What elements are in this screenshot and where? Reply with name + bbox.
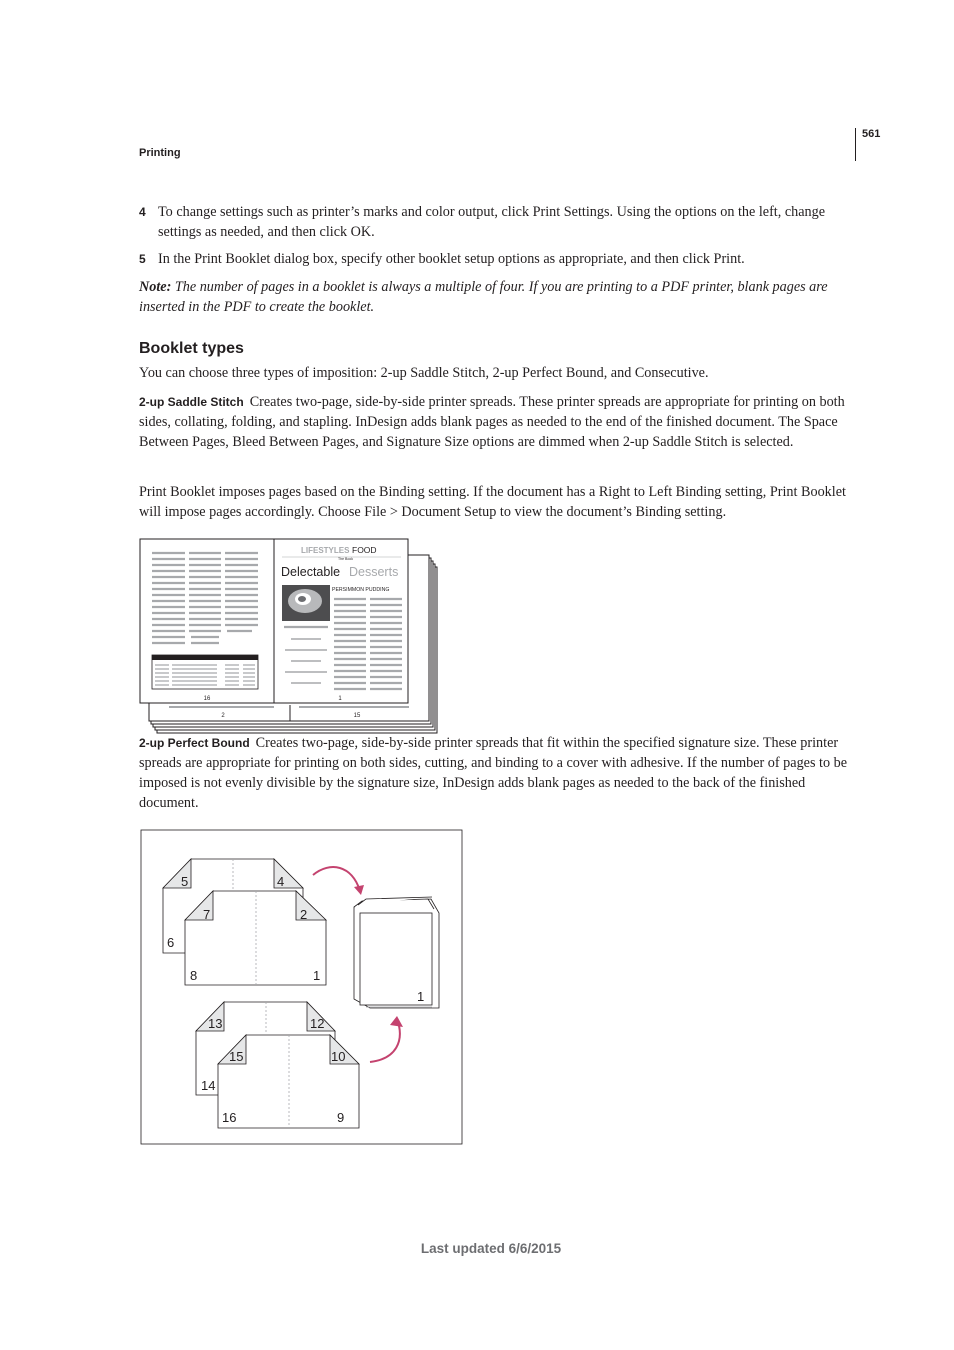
step-text: To change settings such as printer’s marks and color output, click Print Settings. Using the options on the left, change settings as needed, and then click OK.	[158, 204, 826, 240]
term-perfect-bound: 2-up Perfect Bound	[139, 736, 250, 750]
term-saddle-stitch: 2-up Saddle Stitch	[139, 395, 244, 409]
step-5	[139, 249, 854, 269]
book-page-number: 1	[417, 989, 425, 1004]
footer-last-updated: Last updated 6/6/2015	[420, 1241, 562, 1256]
section-heading: Booklet types	[139, 340, 244, 357]
masthead-sub: The Book	[338, 557, 353, 561]
sig2-bottom-right: 9	[337, 1110, 345, 1125]
sig2-top-left: 13	[208, 1016, 223, 1031]
sig2-top-right: 12	[310, 1016, 325, 1031]
sig1-mid-left: 7	[203, 907, 211, 922]
saddle-stitch-text: Creates two-page, side-by-side printer spreads. These printer spreads are appropriate for printing on both sides, collating, folding, and stapling. InDesign adds blank pages as needed to the end of the finished document. The Space Between Pages, Bleed Between Pages, and Signature Size options are dimmed when 2-up Saddle Stitch is selected.	[139, 394, 845, 450]
back-page-left-number: 2	[221, 713, 225, 719]
intro-paragraph: You can choose three types of imposition: 2-up Saddle Stitch, 2-up Perfect Bound, and Consecutive.	[139, 365, 709, 381]
sig2-bottom-left: 16	[222, 1110, 237, 1125]
page-number: 561	[862, 128, 881, 140]
binding-paragraph: Print Booklet imposes pages based on the Binding setting. If the document has a Right to Left Binding setting, Print Booklet will impose pages accordingly. Choose File > Document Setup to view the document’s Binding setting.	[139, 484, 846, 520]
step-number: 5	[139, 252, 146, 266]
step-number: 4	[139, 205, 146, 219]
masthead-lifestyles: LIFESTYLES	[301, 546, 350, 555]
sig2-side: 14	[201, 1078, 216, 1093]
perfect-bound-paragraph	[139, 733, 853, 813]
right-page-number: 1	[338, 696, 342, 702]
spread-title-b: Desserts	[349, 565, 399, 579]
spread-subhead: PERSIMMON PUDDING	[332, 587, 390, 593]
step-4	[139, 202, 854, 242]
masthead-food: FOOD	[352, 545, 377, 555]
left-page-number: 16	[203, 696, 211, 702]
back-page-right-number: 15	[353, 713, 361, 719]
sig2-mid-left: 15	[229, 1049, 244, 1064]
spread-title-a: Delectable	[281, 565, 341, 579]
saddle-stitch-paragraph	[139, 392, 853, 452]
sig1-top-right: 4	[277, 874, 285, 889]
saddle-stitch-illustration	[139, 537, 441, 735]
sig1-bottom-left: 8	[190, 968, 198, 983]
step-text: In the Print Booklet dialog box, specify other booklet setup options as appropriate, and then click Print.	[158, 251, 745, 267]
note-label: Note:	[139, 279, 172, 295]
sig1-mid-right: 2	[300, 907, 308, 922]
note-text: The number of pages in a booklet is always a multiple of four. If you are printing to a PDF printer, blank pages are inserted in the PDF to create the booklet.	[139, 279, 828, 315]
sig1-bottom-right: 1	[313, 968, 321, 983]
sig1-side: 6	[167, 935, 175, 950]
header-rule	[855, 128, 856, 161]
note	[139, 277, 853, 317]
perfect-bound-illustration	[140, 829, 464, 1147]
sig2-mid-right: 10	[331, 1049, 346, 1064]
running-head: Printing	[139, 147, 181, 159]
bound-book	[354, 897, 439, 1008]
sig1-top-left: 5	[181, 874, 189, 889]
perfect-bound-text: Creates two-page, side-by-side printer spreads that fit within the specified signature size. These printer spreads are appropriate for printing on both sides, cutting, and binding to a cover with adhesive. If the number of pages to be imposed is not evenly divisible by the signature size, InDesign adds blank pages as needed to the back of the finished document.	[139, 735, 847, 811]
